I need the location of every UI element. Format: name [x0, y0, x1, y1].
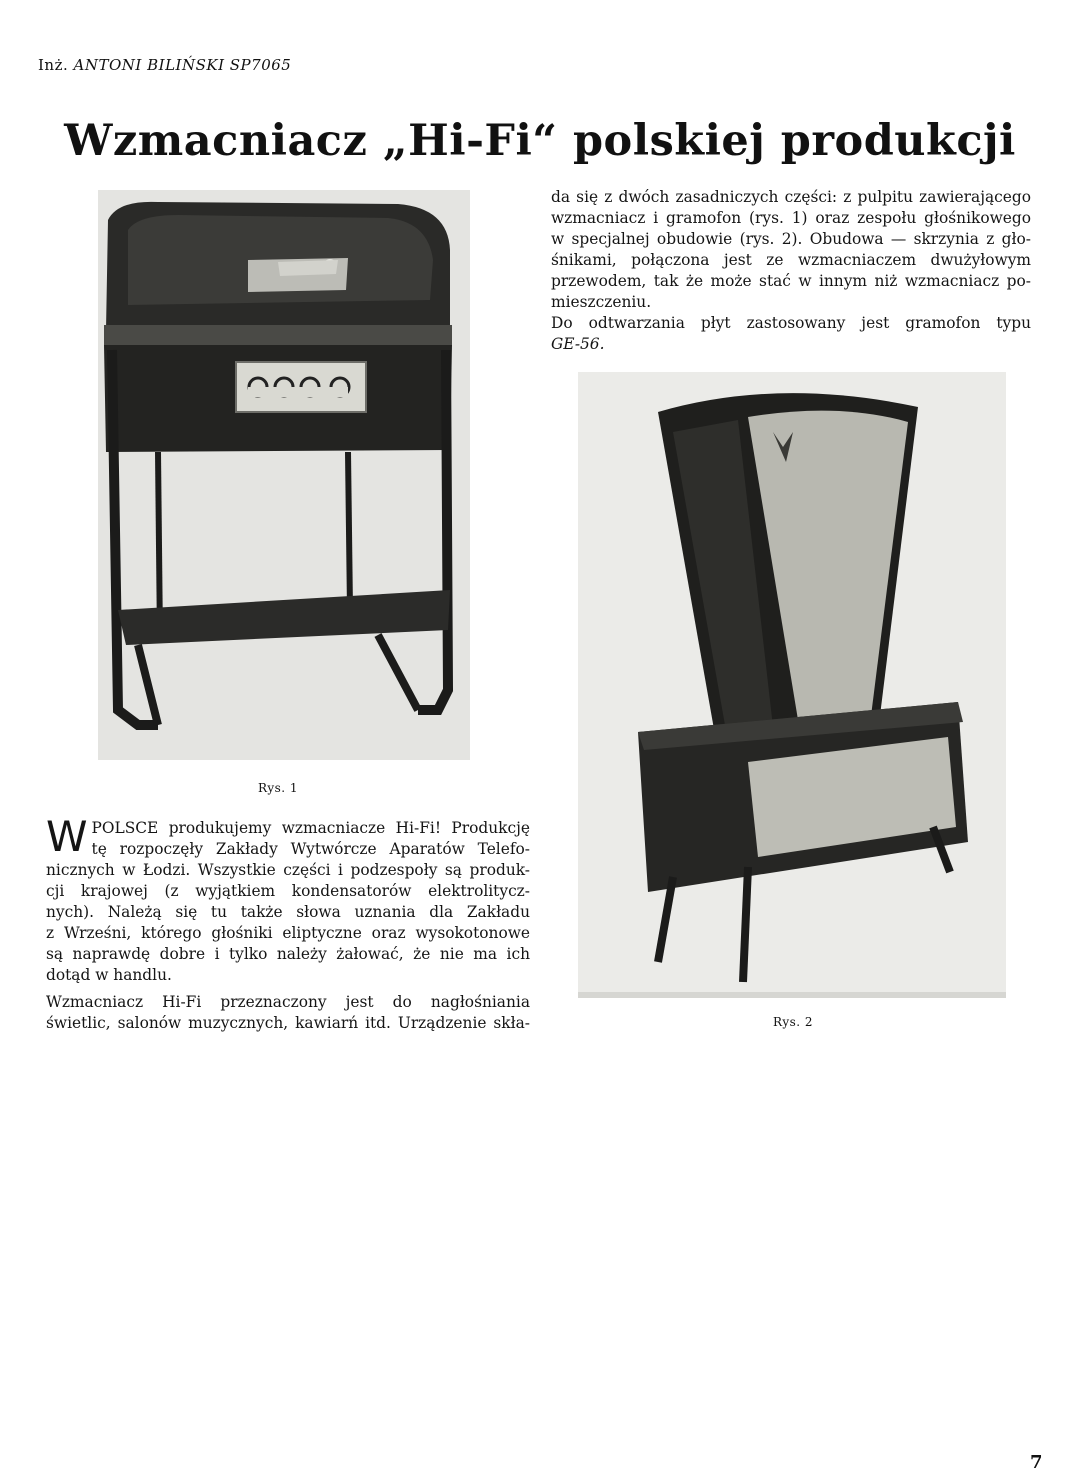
right-column-text	[551, 187, 1031, 355]
text-line: da się z dwóch zasadniczych części: z pulpitu zawierającego	[551, 188, 1031, 206]
speaker-photo-svg	[578, 372, 1006, 998]
text-line: przewodem, tak że może stać w innym niż wzmacniacz po-	[551, 272, 1031, 290]
text-line: w specjalnej obudowie (rys. 2). Obudowa — skrzynia z gło-	[551, 230, 1031, 248]
text-line: są naprawdę dobre i tylko należy żałować, że nie ma ich	[46, 945, 530, 963]
figure-2-photo	[578, 372, 1006, 998]
text-line: cji krajowej (z wyjątkiem kondensatorów elektrolitycz-	[46, 882, 530, 900]
text-line: śnikami, połączona jest ze wzmacniaczem dwużyłowym	[551, 251, 1031, 269]
right-paragraph-2	[551, 313, 1031, 355]
left-paragraph-1	[46, 812, 530, 986]
text-line: mieszczeniu.	[551, 293, 652, 311]
left-column-text	[46, 812, 530, 1034]
text-line: dotąd w handlu.	[46, 966, 172, 984]
article-title: Wzmacniacz „Hi-Fi“ polskiej produkcji	[64, 116, 1016, 166]
author-code: SP7065	[229, 56, 292, 74]
text-line: nych). Należą się tu także słowa uznania dla Zakładu	[46, 903, 530, 921]
text-line: POLSCE produkujemy wzmacniacze Hi-Fi! Produkcję	[91, 819, 530, 837]
author-name: ANTONI BILIŃSKI	[73, 56, 225, 74]
figure-1-photo	[98, 190, 470, 760]
figure-2-caption: Rys. 2	[773, 1015, 814, 1029]
text-line: GE-56.	[551, 335, 605, 353]
text-line: tę rozpoczęły Zakłady Wytwórcze Aparatów Telefo-	[91, 840, 530, 858]
figure-1-caption: Rys. 1	[258, 781, 299, 795]
text-line: Wzmacniacz Hi-Fi przeznaczony jest do nagłośniania	[46, 993, 530, 1011]
right-paragraph-1	[551, 187, 1031, 313]
drop-cap: W	[46, 812, 88, 861]
page-number: 7	[1030, 1452, 1043, 1473]
text-line: nicznych w Łodzi. Wszystkie części i podzespoły są produk-	[46, 861, 530, 879]
text-line: świetlic, salonów muzycznych, kawiarń itd. Urządzenie skła-	[46, 1014, 530, 1032]
console-photo-svg	[98, 190, 470, 760]
text-line: wzmacniacz i gramofon (rys. 1) oraz zespołu głośnikowego	[551, 209, 1031, 227]
text-line: z Wrześni, którego głośniki eliptyczne oraz wysokotonowe	[46, 924, 530, 942]
author-prefix: Inż.	[38, 56, 69, 74]
text-line: Do odtwarzania płyt zastosowany jest gramofon typu	[551, 314, 1031, 332]
left-paragraph-2	[46, 992, 530, 1034]
author-line	[38, 56, 291, 74]
